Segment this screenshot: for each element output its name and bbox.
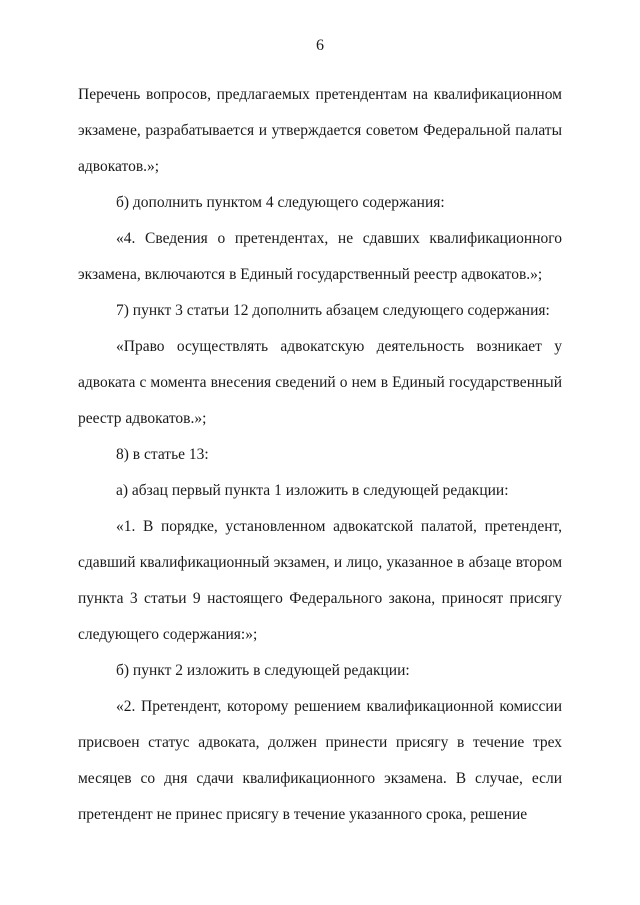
paragraph-3: «4. Сведения о претендентах, не сдавших квалификационного экзамена, включаются в Единый государственный реестр адвокатов.»; <box>78 230 562 283</box>
paragraph-9: б) пункт 2 изложить в следующей редакции: <box>116 662 410 679</box>
paragraph-1: Перечень вопросов, предлагаемых претендентам на квалификационном экзамене, разрабатывается и утверждается советом Федеральной палаты адвокатов.»; <box>78 86 562 175</box>
paragraph-6: 8) в статье 13: <box>116 446 209 463</box>
paragraph-2: б) дополнить пунктом 4 следующего содержания: <box>116 194 445 211</box>
paragraph-5: «Право осуществлять адвокатскую деятельность возникает у адвоката с момента внесения сведений о нем в Единый государственный реестр адвокатов.»; <box>78 338 562 427</box>
paragraph-4: 7) пункт 3 статьи 12 дополнить абзацем следующего содержания: <box>116 302 550 319</box>
paragraph-7: а) абзац первый пункта 1 изложить в следующей редакции: <box>116 482 509 499</box>
document-body <box>78 77 562 833</box>
page-number: 6 <box>316 37 324 54</box>
paragraph-10: «2. Претендент, которому решением квалификационной комиссии присвоен статус адвоката, должен принести присягу в течение трех месяцев со дня сдачи квалификационного экзамена. В случае, если претендент не принес присягу в течение указанного срока, решение <box>78 698 562 823</box>
paragraph-8: «1. В порядке, установленном адвокатской палатой, претендент, сдавший квалификационный экзамен, и лицо, указанное в абзаце втором пункта 3 статьи 9 настоящего Федерального закона, приносят присягу следующего содержания:»; <box>78 518 562 643</box>
